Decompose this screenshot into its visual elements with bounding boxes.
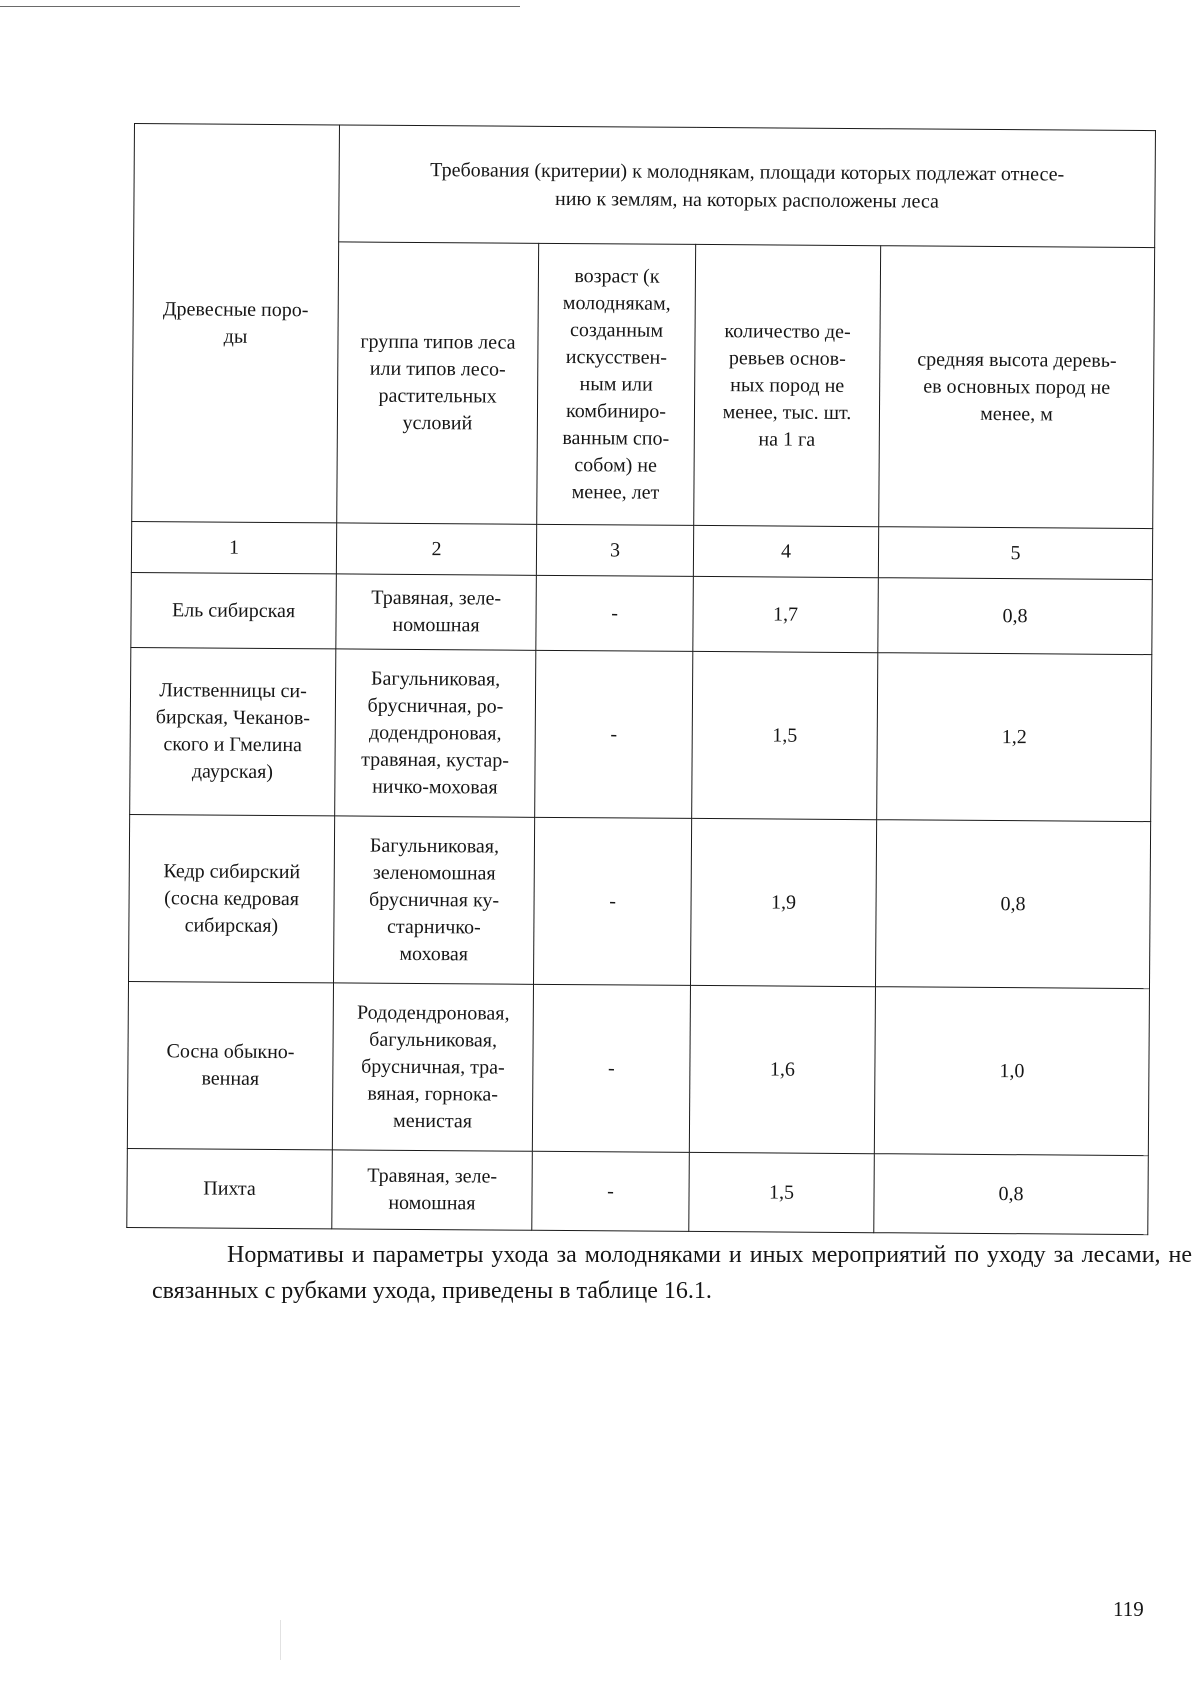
young-stands-criteria-table bbox=[126, 123, 1156, 1235]
species-cell: Сосна обыкно- венная bbox=[127, 981, 333, 1149]
column-number: 4 bbox=[693, 525, 878, 577]
table-row bbox=[131, 572, 1153, 654]
age-cell: - bbox=[536, 575, 694, 651]
forest-type-cell: Багульниковая, зеленомошная брусничная ку- старничко- моховая bbox=[334, 816, 535, 984]
tree-count-cell: 1,6 bbox=[689, 985, 875, 1153]
header-forest-type-text: группа типов леса или типов лесо- растительных условий bbox=[360, 330, 516, 435]
tree-count-cell: 1,5 bbox=[689, 1152, 875, 1232]
scan-top-rule bbox=[0, 6, 520, 7]
tree-count-cell: 1,9 bbox=[690, 818, 876, 986]
tree-count-cell: 1,7 bbox=[693, 576, 879, 652]
tree-count-cell: 1,5 bbox=[692, 651, 878, 819]
avg-height-cell: 0,8 bbox=[878, 578, 1153, 655]
header-tree-count-text: количество де- ревьев основ- ных пород не менее, тыс. шт. на 1 га bbox=[722, 319, 852, 451]
table-row bbox=[130, 647, 1152, 821]
header-species bbox=[132, 124, 340, 523]
column-number: 3 bbox=[536, 524, 693, 576]
header-species-text: Древесные поро- ды bbox=[162, 297, 309, 348]
table-row bbox=[127, 981, 1149, 1155]
header-age-text: возраст (к молоднякам, созданным искусствен- ным или комбиниро- ванным спо- собом) не менее, лет bbox=[562, 264, 671, 504]
forest-type-cell: Рододендроновая, багульниковая, брусничная, тра- вяная, горнока- менистая bbox=[332, 983, 533, 1151]
age-cell: - bbox=[532, 984, 690, 1152]
header-requirements-text: Требования (критерии) к молоднякам, площади которых подлежат отнесе- нию к землям, на которых расположены леса bbox=[430, 159, 1065, 213]
header-row-top bbox=[134, 124, 1156, 248]
avg-height-cell: 1,2 bbox=[877, 653, 1152, 822]
species-cell: Лиственницы си- бирская, Чеканов- ского и Гмелина даурская) bbox=[130, 647, 336, 815]
age-cell: - bbox=[535, 650, 693, 818]
body-paragraph: Нормативы и параметры ухода за молодняками и иных мероприятий по уходу за лесами, не связанных с рубками ухода, приведены в таблице 16.1. bbox=[152, 1242, 1192, 1304]
age-cell: - bbox=[533, 817, 691, 985]
header-requirements bbox=[339, 125, 1156, 248]
forest-type-cell: Багульниковая, брусничная, ро- додендроновая, травяная, кустар- ничко-моховая bbox=[335, 649, 536, 817]
forest-type-cell: Травяная, зеле- номошная bbox=[336, 574, 537, 650]
table-row bbox=[127, 1148, 1149, 1234]
header-forest-type bbox=[337, 242, 539, 524]
avg-height-cell: 0,8 bbox=[874, 1154, 1149, 1235]
header-avg-height-text: средняя высота деревь- ев основных пород не менее, м bbox=[917, 347, 1117, 425]
scan-faint-mark bbox=[280, 1620, 281, 1660]
table-row bbox=[129, 814, 1151, 988]
species-cell: Ель сибирская bbox=[131, 572, 337, 648]
avg-height-cell: 0,8 bbox=[875, 820, 1150, 989]
avg-height-cell: 1,0 bbox=[874, 987, 1149, 1156]
column-number: 2 bbox=[336, 523, 536, 575]
header-avg-height bbox=[879, 246, 1155, 529]
column-number-row bbox=[131, 521, 1152, 579]
species-cell: Кедр сибирский (сосна кедровая сибирская) bbox=[129, 814, 335, 982]
species-cell: Пихта bbox=[127, 1148, 333, 1228]
header-tree-count bbox=[694, 244, 881, 526]
page-number: 119 bbox=[1113, 1597, 1144, 1621]
column-number: 5 bbox=[878, 527, 1152, 580]
column-number: 1 bbox=[131, 521, 336, 573]
header-age bbox=[537, 243, 696, 525]
forest-type-cell: Травяная, зеле- номошная bbox=[332, 1150, 533, 1230]
age-cell: - bbox=[532, 1151, 690, 1231]
